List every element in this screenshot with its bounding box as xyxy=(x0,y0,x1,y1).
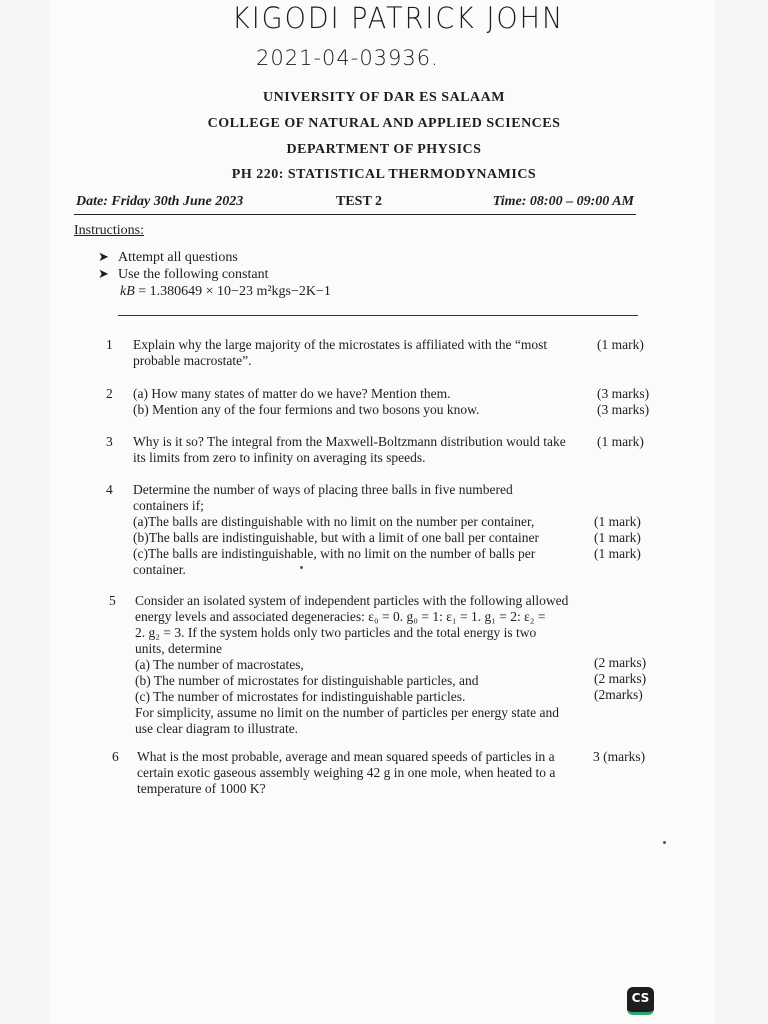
question-marks: 3 (marks) xyxy=(593,749,646,764)
question-marks: (1 mark) xyxy=(594,546,641,561)
exam-time: Time: 08:00 – 09:00 AM xyxy=(492,194,634,209)
instruction-item: ➤ Use the following constant xyxy=(98,266,269,282)
question-marks: (2 marks) xyxy=(594,655,647,670)
question-marks: (1 mark) xyxy=(597,434,644,449)
handwritten-reg-number: 2021-04-03936. xyxy=(256,46,439,70)
exam-info-row xyxy=(74,194,636,215)
question-marks: (1 mark) xyxy=(594,530,641,545)
camscanner-logo-icon: CS xyxy=(627,987,654,1015)
question-text: What is the most probable, average and mean squared speeds of particles in a certain exotic gaseous assembly weighing 42 g in one mole, when heated to a temperature of 1000 K? xyxy=(137,749,556,796)
arrow-bullet-icon: ➤ xyxy=(98,266,109,281)
question-text: Consider an isolated system of independent particles with the following allowed energy levels and associated degeneracies: ε₀ = 0. g₀ = 1: ε₁ = 1. g₁ = 2: ε₂ = 2. g₂ = 3. If the system holds only two particles and the total energy is two units, determine (a) The number of macrostates, (b) The number of microstates for distinguishable particles, and (c) The number of microstates for indistinguishable particles. For simplicity, assume no limit on the number of particles per energy state and use clear diagram to illustrate. xyxy=(135,593,569,736)
instruction-item: ➤ Attempt all questions xyxy=(98,249,238,265)
question-text: Determine the number of ways of placing three balls in five numbered containers if; (a)The balls are distinguishable with no limit on the number per container, (b)The balls are indistinguishable, but with a limit of one ball per container (c)The balls are indistinguishable, with no limit on the number of balls per container. xyxy=(133,482,540,577)
university-title: UNIVERSITY OF DAR ES SALAAM xyxy=(263,90,505,105)
instructions-heading: Instructions: xyxy=(74,223,144,238)
constant-value: = 1.380649 × 10−23 m²kgs−2K−1 xyxy=(138,284,331,299)
college-title: COLLEGE OF NATURAL AND APPLIED SCIENCES xyxy=(207,116,561,131)
boltzmann-constant xyxy=(120,284,331,300)
question-text: Explain why the large majority of the microstates is affiliated with the “most probable macrostate”. xyxy=(133,337,548,368)
speck xyxy=(300,566,303,569)
question-number: 3 xyxy=(106,434,113,449)
question-marks: (2 marks) xyxy=(594,671,647,686)
question-marks: (1 mark) xyxy=(597,337,644,352)
question-marks: (3 marks) xyxy=(597,386,650,401)
separator-line xyxy=(118,315,638,316)
question-marks: (2marks) xyxy=(594,687,643,702)
handwritten-name: KIGODI PATRICK JOHN xyxy=(232,1,565,36)
question-number: 6 xyxy=(112,749,119,764)
question-text: (a) How many states of matter do we have? Mention them. (b) Mention any of the four fermions and two bosons you know. xyxy=(133,386,480,417)
speck xyxy=(663,841,666,844)
question-marks: (1 mark) xyxy=(594,514,641,529)
question-number: 2 xyxy=(106,386,113,401)
department-title: DEPARTMENT OF PHYSICS xyxy=(286,142,482,157)
exam-test-label: TEST 2 xyxy=(336,194,383,209)
constant-symbol: kB xyxy=(120,284,135,299)
question-marks: (3 marks) xyxy=(597,402,650,417)
question-text: Why is it so? The integral from the Maxwell-Boltzmann distribution would take its limits from zero to infinity on averaging its speeds. xyxy=(133,434,566,465)
question-number: 5 xyxy=(109,593,116,608)
arrow-bullet-icon: ➤ xyxy=(98,249,109,264)
question-number: 4 xyxy=(106,482,113,497)
question-number: 1 xyxy=(106,337,113,352)
course-title: PH 220: STATISTICAL THERMODYNAMICS xyxy=(231,167,537,182)
exam-date: Date: Friday 30th June 2023 xyxy=(76,194,244,209)
